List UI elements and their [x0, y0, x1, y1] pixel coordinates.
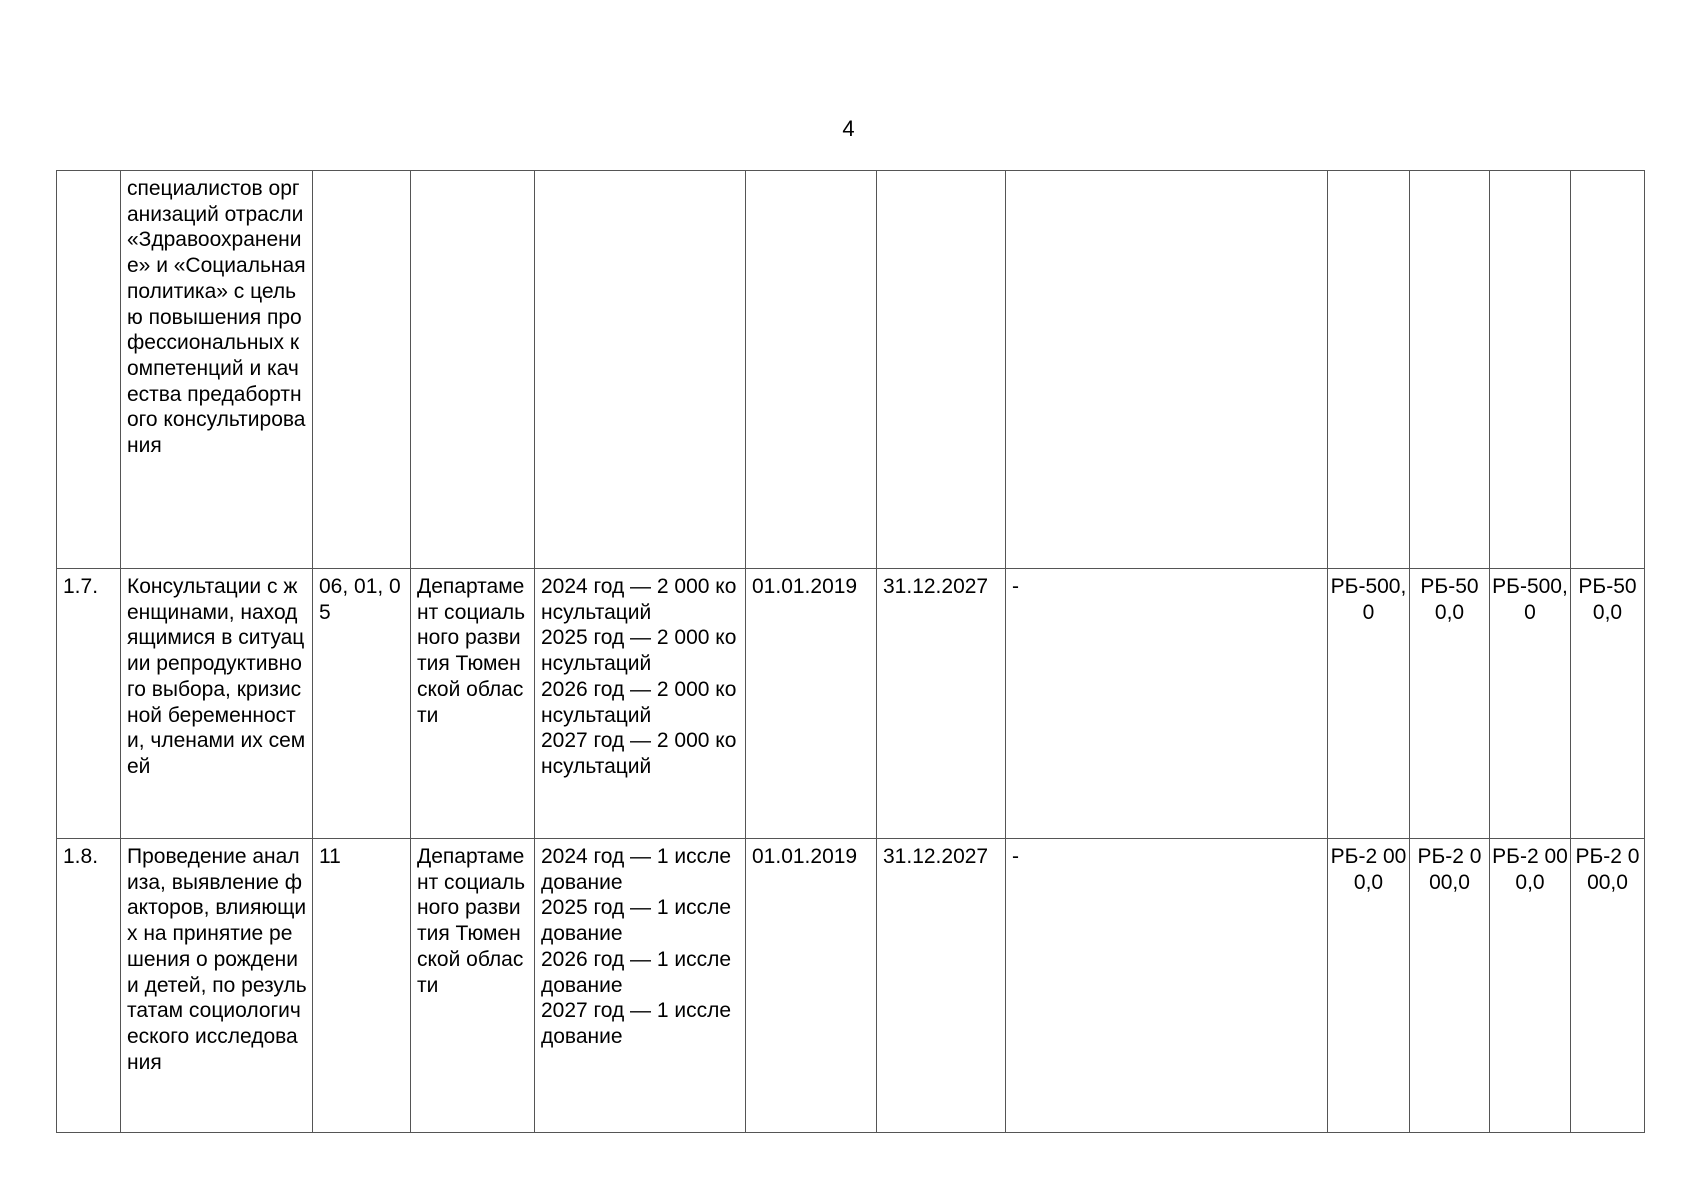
codes-cell: 11	[313, 839, 411, 1133]
note-cell: -	[1006, 569, 1328, 839]
funding-cell-2025: РБ-2 000,0	[1410, 839, 1490, 1133]
row-number-cell	[57, 171, 121, 569]
codes-cell: 06, 01, 05	[313, 569, 411, 839]
funding-cell-2027: РБ-2 000,0	[1571, 839, 1645, 1133]
funding-cell-2024: РБ-500,0	[1328, 569, 1410, 839]
start-date-cell: 01.01.2019	[746, 839, 877, 1133]
executor-cell: Департамент социального развития Тюменской области	[411, 839, 535, 1133]
note-cell	[1006, 171, 1328, 569]
measure-name-cell: Проведение анализа, выявление факторов, влияющих на принятие решения о рождении детей, по результатам социологического исследования	[121, 839, 313, 1133]
funding-cell-2027	[1571, 171, 1645, 569]
table-row	[57, 171, 1645, 569]
end-date-cell	[877, 171, 1006, 569]
funding-cell-2024	[1328, 171, 1410, 569]
funding-cell-2026: РБ-500,0	[1490, 569, 1571, 839]
measure-name-cell: специалистов организаций отрасли «Здравоохранение» и «Социальная политика» с целью повышения профессиональных компетенций и качества предабортного консультирования	[121, 171, 313, 569]
row-number-cell: 1.7.	[57, 569, 121, 839]
start-date-cell: 01.01.2019	[746, 569, 877, 839]
funding-cell-2025: РБ-500,0	[1410, 569, 1490, 839]
indicator-cell: 2024 год — 2 000 консультаций 2025 год — 2 000 консультаций 2026 год — 2 000 консультаций 2027 год — 2 000 консультаций	[535, 569, 746, 839]
end-date-cell: 31.12.2027	[877, 569, 1006, 839]
indicator-cell: 2024 год — 1 исследование 2025 год — 1 исследование 2026 год — 1 исследование 2027 год — 1 исследование	[535, 839, 746, 1133]
measure-name-cell: Консультации с женщинами, находящимися в ситуации репродуктивного выбора, кризисной беременности, членами их семей	[121, 569, 313, 839]
end-date-cell: 31.12.2027	[877, 839, 1006, 1133]
indicator-cell	[535, 171, 746, 569]
table-row	[57, 569, 1645, 839]
funding-cell-2027: РБ-500,0	[1571, 569, 1645, 839]
codes-cell	[313, 171, 411, 569]
note-cell: -	[1006, 839, 1328, 1133]
funding-cell-2026	[1490, 171, 1571, 569]
funding-cell-2024: РБ-2 000,0	[1328, 839, 1410, 1133]
table-row	[57, 839, 1645, 1133]
row-number-cell: 1.8.	[57, 839, 121, 1133]
funding-cell-2025	[1410, 171, 1490, 569]
executor-cell: Департамент социального развития Тюменской области	[411, 569, 535, 839]
start-date-cell	[746, 171, 877, 569]
funding-cell-2026: РБ-2 000,0	[1490, 839, 1571, 1133]
executor-cell	[411, 171, 535, 569]
measures-table	[56, 170, 1645, 1133]
page-number: 4	[842, 116, 855, 141]
